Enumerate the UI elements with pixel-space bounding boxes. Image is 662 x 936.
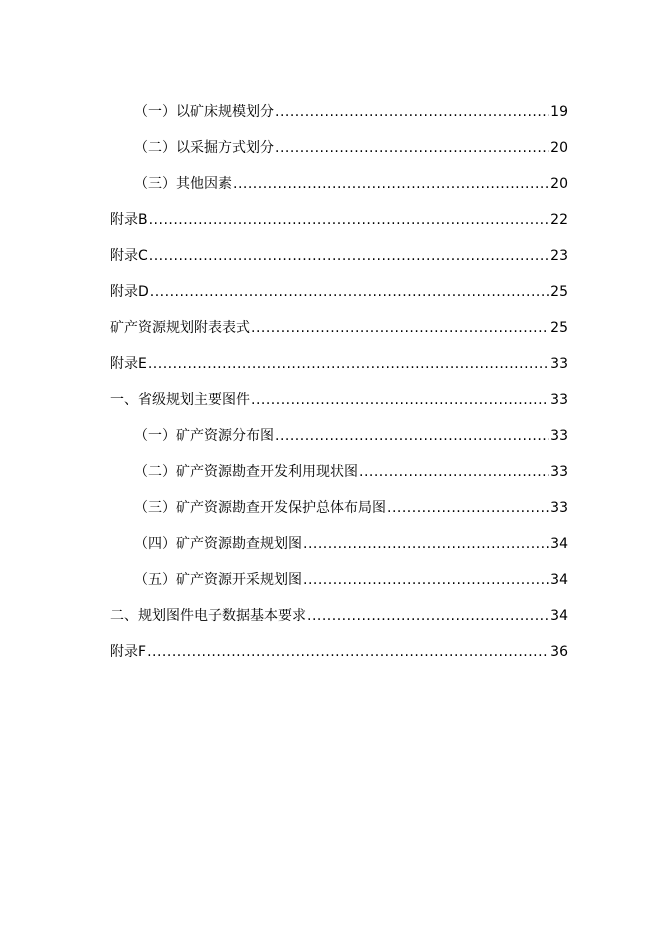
toc-page-number: 34 <box>550 572 568 588</box>
toc-page-number: 33 <box>550 464 568 480</box>
toc-entry-title: 附录D <box>110 284 149 300</box>
toc-page-number: 33 <box>550 428 568 444</box>
toc-page-number: 22 <box>550 212 568 228</box>
toc-dot-leader <box>307 606 549 626</box>
toc-page-number: 34 <box>550 536 568 552</box>
toc-dot-leader <box>275 426 549 446</box>
toc-page-number: 20 <box>550 140 568 156</box>
toc-dot-leader <box>359 462 549 482</box>
toc-dot-leader <box>303 534 549 554</box>
toc-page-number: 20 <box>550 176 568 192</box>
toc-entry[interactable] <box>110 166 568 202</box>
toc-dot-leader <box>147 642 549 662</box>
toc-dot-leader <box>148 354 549 374</box>
toc-entry[interactable] <box>110 94 568 130</box>
toc-entry[interactable] <box>110 382 568 418</box>
toc-page-number: 25 <box>550 284 568 300</box>
toc-page-number: 25 <box>550 320 568 336</box>
toc-dot-leader <box>275 102 549 122</box>
toc-entry-title: （二）矿产资源勘查开发利用现状图 <box>134 464 358 480</box>
toc-page-number: 33 <box>550 356 568 372</box>
toc-page-number: 36 <box>550 644 568 660</box>
toc-entry[interactable] <box>110 454 568 490</box>
toc-page-number: 19 <box>550 104 568 120</box>
toc-entry-title: 一、省级规划主要图件 <box>110 392 250 408</box>
table-of-contents <box>110 94 568 670</box>
toc-dot-leader <box>149 210 550 230</box>
toc-entry-title: （五）矿产资源开采规划图 <box>134 572 302 588</box>
toc-entry[interactable] <box>110 634 568 670</box>
toc-entry-title: 附录B <box>110 212 148 228</box>
toc-entry-title: （四）矿产资源勘查规划图 <box>134 536 302 552</box>
toc-dot-leader <box>149 246 549 266</box>
toc-page-number: 23 <box>550 248 568 264</box>
toc-entry[interactable] <box>110 130 568 166</box>
toc-entry[interactable] <box>110 346 568 382</box>
toc-entry[interactable] <box>110 202 568 238</box>
toc-page-number: 33 <box>550 392 568 408</box>
toc-entry-title: （三）矿产资源勘查开发保护总体布局图 <box>134 500 386 516</box>
toc-entry-title: （三）其他因素 <box>134 176 232 192</box>
toc-entry[interactable] <box>110 418 568 454</box>
toc-dot-leader <box>150 282 549 302</box>
toc-entry-title: （一）矿产资源分布图 <box>134 428 274 444</box>
toc-entry-title: 附录C <box>110 248 148 264</box>
toc-dot-leader <box>251 318 549 338</box>
toc-dot-leader <box>251 390 549 410</box>
toc-entry[interactable] <box>110 562 568 598</box>
toc-entry-title: 二、规划图件电子数据基本要求 <box>110 608 306 624</box>
toc-page-number: 33 <box>550 500 568 516</box>
toc-entry-title: 附录F <box>110 644 147 660</box>
toc-entry[interactable] <box>110 310 568 346</box>
toc-entry-title: 矿产资源规划附表表式 <box>110 320 250 336</box>
toc-entry-title: （一）以矿床规模划分 <box>134 104 274 120</box>
toc-entry[interactable] <box>110 238 568 274</box>
toc-entry[interactable] <box>110 598 568 634</box>
toc-page-number: 34 <box>550 608 568 624</box>
toc-dot-leader <box>303 570 549 590</box>
toc-entry[interactable] <box>110 490 568 526</box>
toc-dot-leader <box>275 138 549 158</box>
toc-dot-leader <box>387 498 549 518</box>
toc-entry-title: （二）以采掘方式划分 <box>134 140 274 156</box>
toc-entry[interactable] <box>110 526 568 562</box>
toc-dot-leader <box>233 174 549 194</box>
toc-entry[interactable] <box>110 274 568 310</box>
toc-entry-title: 附录E <box>110 356 147 372</box>
